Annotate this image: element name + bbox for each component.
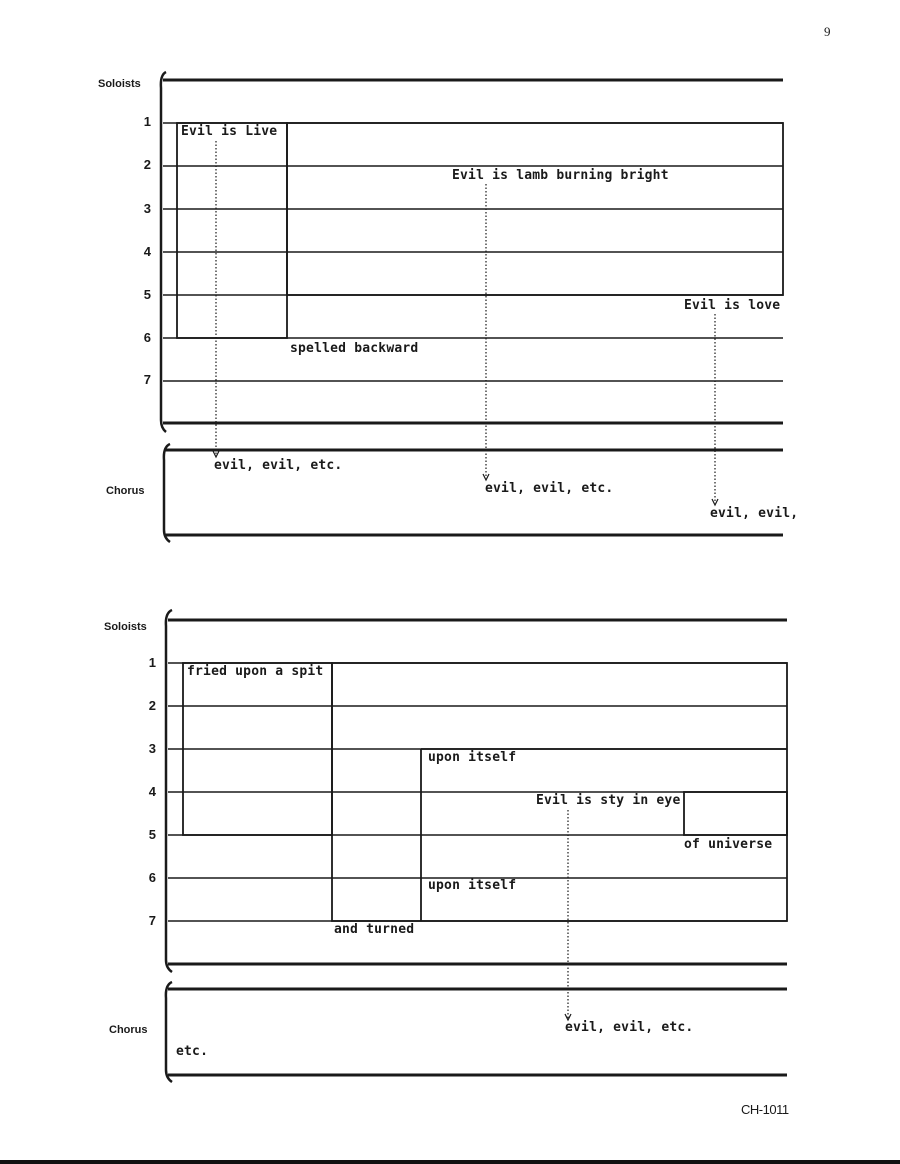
system-2-line-number: 7 [148,913,156,928]
system-1-chorus-label: Chorus [106,485,145,497]
catalog-number: CH-1011 [741,1102,789,1117]
system-2-brace [166,610,172,972]
lyric-evil-is-sty: Evil is sty in eye [536,793,681,808]
system-1-soloists-label: Soloists [98,78,141,90]
chorus-lyric: evil, evil, etc. [214,458,343,473]
lyric-spelled-backward: spelled backward [290,341,419,356]
system-2-line-number: 1 [148,655,156,670]
chorus-lyric: evil, evil, [710,506,799,521]
lyric-upon-itself: upon itself [428,878,517,893]
system-1-line-number: 6 [143,330,151,345]
lyric-upon-itself: upon itself [428,750,517,765]
chorus-lyric: evil, evil, etc. [485,481,614,496]
system-1-chorus-brace [164,444,170,542]
system-2-line-number: 3 [148,741,156,756]
lyric-evil-is-live: Evil is Live [181,124,278,139]
system-2-chorus-brace [166,982,172,1082]
system-2-line-number: 2 [148,698,156,713]
lyric-fried-upon-a-spit: fried upon a spit [187,664,324,679]
lyric-and-turned: and turned [334,922,415,937]
system-2-line-number: 4 [148,784,156,799]
system-2-chorus-label: Chorus [109,1024,148,1036]
system-1-line-number: 5 [143,287,151,302]
system-2-chorus-staff [166,982,787,1082]
system-2-line-number: 6 [148,870,156,885]
page-number: 9 [824,24,831,39]
system-2-soloists-label: Soloists [104,621,147,633]
system-1-line-number: 4 [143,244,151,259]
system-1-line-number: 7 [143,372,151,387]
lyric-evil-is-love: Evil is love [684,298,781,313]
system-1-line-number: 1 [143,114,151,129]
system-2-line-number: 5 [148,827,156,842]
system-1-line-number: 2 [143,157,151,172]
lyric-of-universe: of universe [684,837,773,852]
system-1-line-number: 3 [143,201,151,216]
system-2-box-c [684,792,787,835]
chorus-lyric: evil, evil, etc. [565,1020,694,1035]
system-1-box-a [177,123,287,338]
chorus-lyric-etc: etc. [176,1044,209,1059]
lyric-evil-is-lamb: Evil is lamb burning bright [452,168,669,183]
